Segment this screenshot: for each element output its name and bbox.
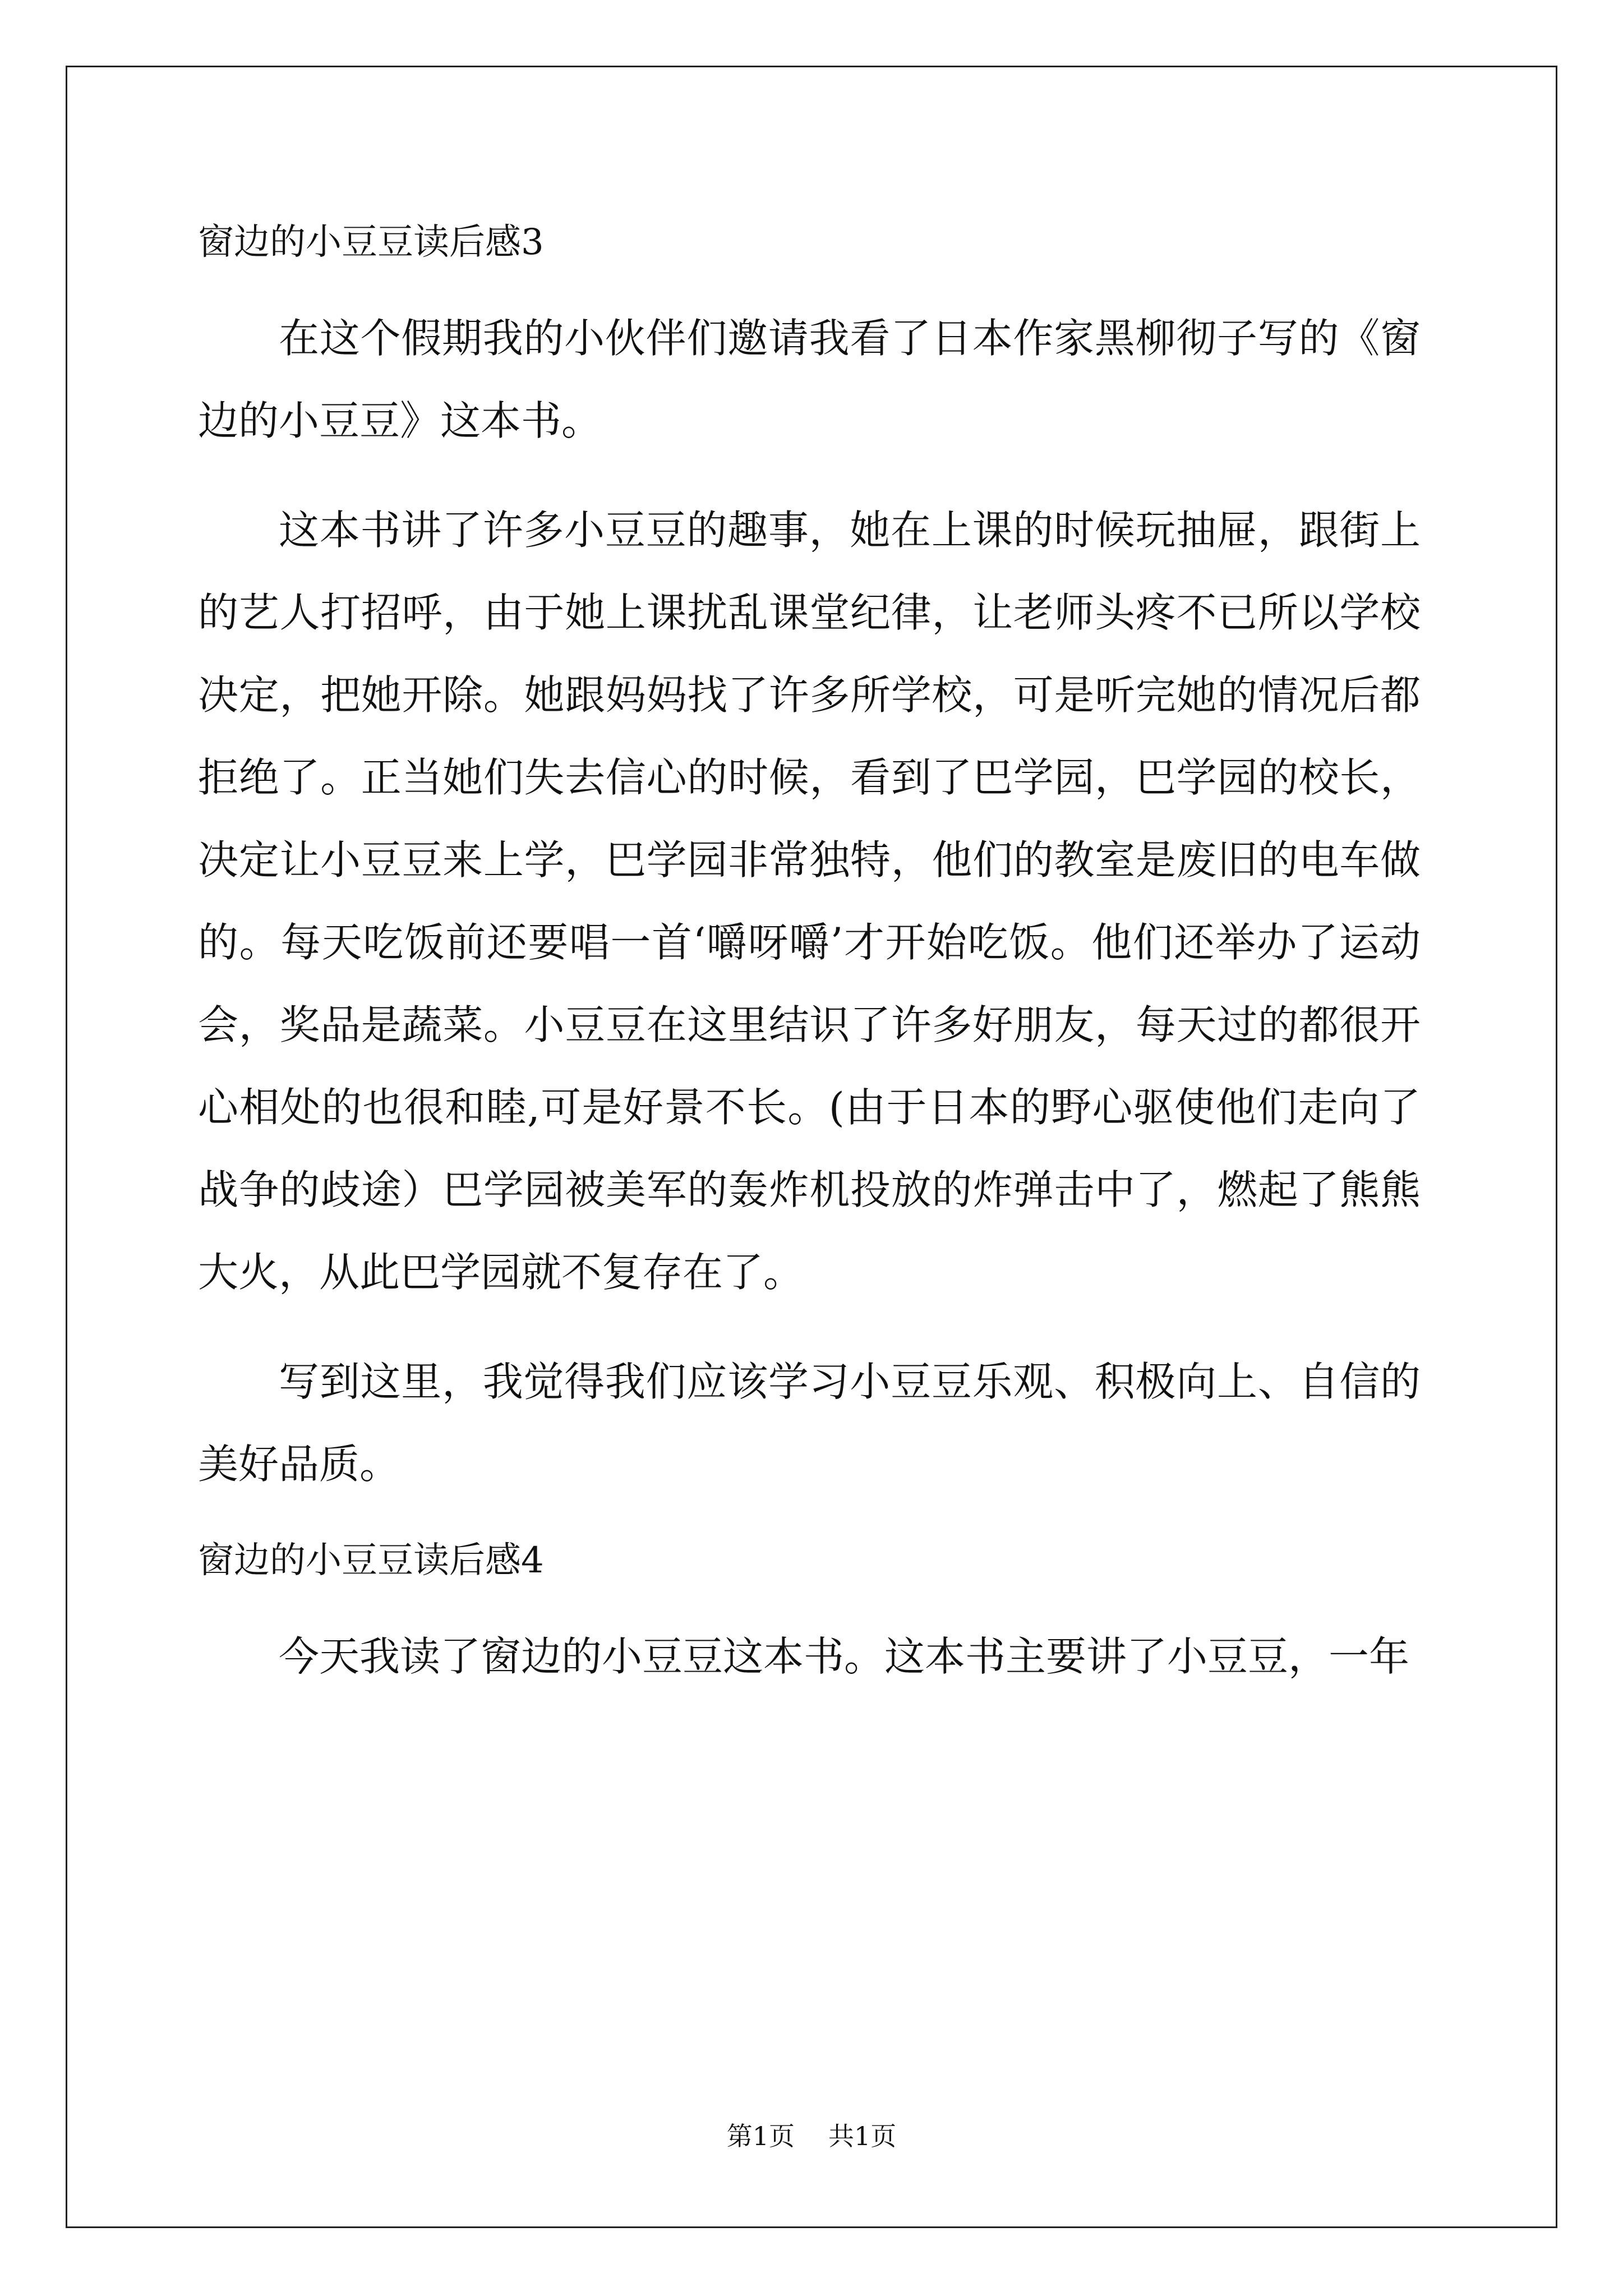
- section-4-paragraph-1: 今天我读了窗边的小豆豆这本书。这本书主要讲了小豆豆，一年: [279, 1633, 1410, 1680]
- page-number-total: 共1页: [828, 2121, 897, 2151]
- section-heading-4: 窗边的小豆豆读后感4: [198, 1540, 544, 1581]
- section-3-paragraph-1: 在这个假期我的小伙伴们邀请我看了日本作家黑柳彻子写的《窗边的小豆豆》这本书。: [198, 315, 1421, 444]
- section-3-paragraph-2: 这本书讲了许多小豆豆的趣事，她在上课的时候玩抽屉，跟街上的艺人打招呼，由于她上课扰乱课堂纪律，让老师头疼不已所以学校决定，把她开除。她跟妈妈找了许多所学校，可是听完她的情况后都拒绝了。正当她们失去信心的时候，看到了巴学园，巴学园的校长，决定让小豆豆来上学，巴学园非常独特，他们的教室是废旧的电车做的。每天吃饭前还要唱一首‘嚼呀嚼’才开始吃饭。他们还举办了运动会，奖品是蔬菜。小豆豆在这里结识了许多好朋友，每天过的都很开心相处的也很和睦,可是好景不长。(由于日本的野心驱使他们走向了战争的歧途）巴学园被美军的轰炸机投放的炸弹击中了，燃起了熊熊大火，从此巴学园就不复存在了。: [198, 507, 1421, 1296]
- section-heading-3: 窗边的小豆豆读后感3: [198, 222, 544, 263]
- page-number-current: 第1页: [726, 2121, 795, 2151]
- document-body: [198, 214, 1421, 1725]
- section-3-paragraph-3: 写到这里，我觉得我们应该学习小豆豆乐观、积极向上、自信的美好品质。: [198, 1358, 1421, 1488]
- page-footer: [0, 2119, 1623, 2153]
